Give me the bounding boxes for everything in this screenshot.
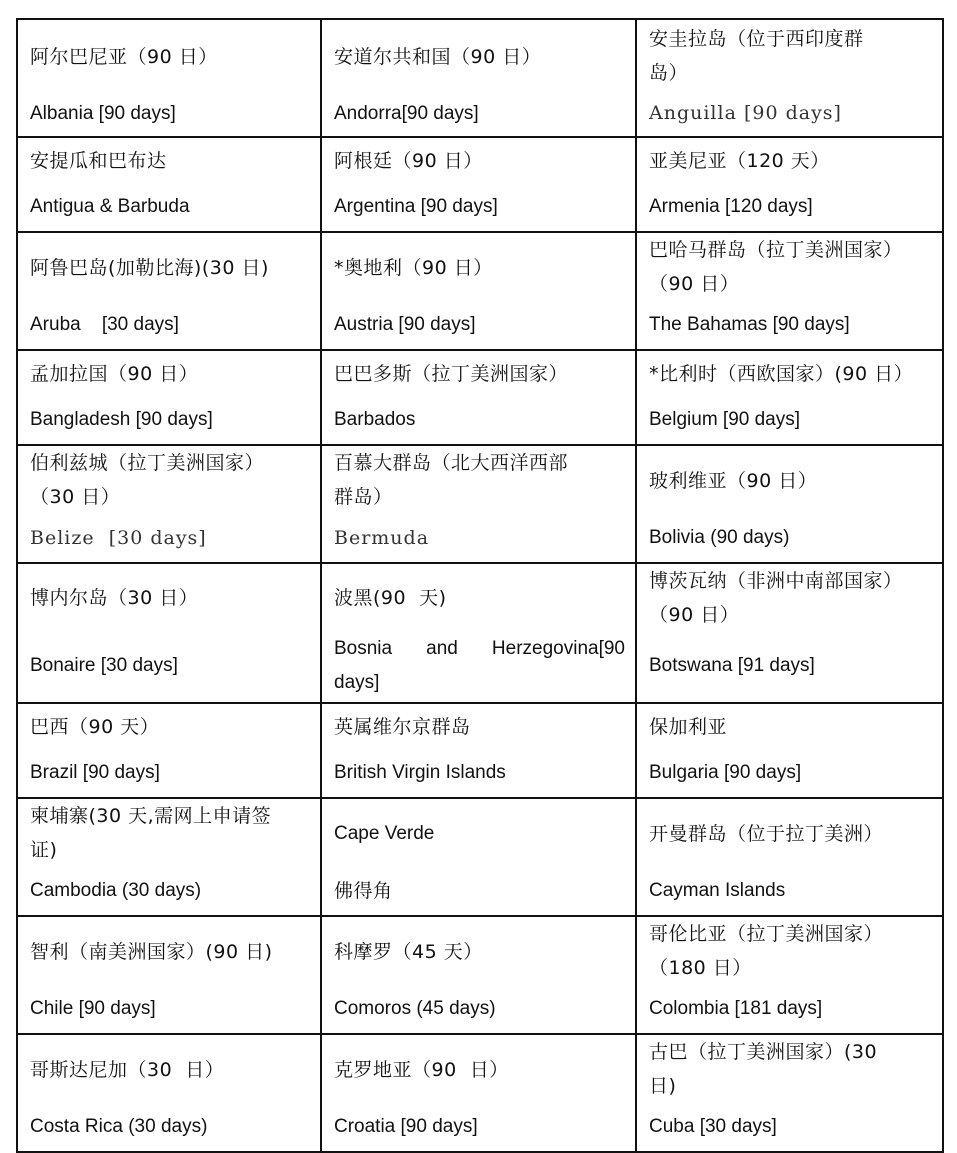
country-name-zh: 开曼群岛（位于拉丁美洲）	[649, 823, 884, 845]
country-name-zh: 安圭拉岛（位于西印度群 岛）	[649, 28, 864, 84]
table-cell	[321, 232, 636, 350]
country-name-en: Bermuda	[334, 527, 430, 549]
country-name-zh: 佛得角	[334, 880, 393, 902]
country-name-en: Andorra[90 days]	[334, 103, 479, 124]
table-cell	[321, 798, 636, 916]
table-row	[17, 916, 943, 1034]
table-row	[17, 232, 943, 350]
table-cell	[636, 445, 943, 563]
country-name-zh: 巴哈马群岛（拉丁美洲国家） （90 日）	[649, 239, 903, 295]
country-name-zh: 百慕大群岛（北大西洋西部 群岛）	[334, 452, 569, 508]
table-row	[17, 445, 943, 563]
table-row	[17, 19, 943, 137]
country-name-zh: 巴巴多斯（拉丁美洲国家）	[334, 363, 569, 385]
country-name-zh: 哥伦比亚（拉丁美洲国家） （180 日）	[649, 923, 884, 979]
country-name-en: Bonaire [30 days]	[30, 655, 178, 676]
table-cell	[636, 137, 943, 232]
country-name-en: Argentina [90 days]	[334, 196, 498, 217]
country-name-en: Bangladesh [90 days]	[30, 409, 213, 430]
table-row	[17, 1034, 943, 1152]
country-name-zh: 阿尔巴尼亚（90 日）	[30, 46, 218, 68]
table-cell	[17, 232, 321, 350]
country-name-zh: 保加利亚	[649, 716, 728, 738]
country-name-en: Botswana [91 days]	[649, 655, 815, 676]
table-cell	[636, 232, 943, 350]
table-cell	[321, 1034, 636, 1152]
country-name-en: Aruba [30 days]	[30, 314, 179, 335]
table-cell	[17, 563, 321, 703]
country-name-zh: *比利时（西欧国家）(90 日）	[649, 363, 914, 385]
table-cell	[321, 563, 647, 703]
country-name-en: Antigua & Barbuda	[30, 196, 190, 217]
table-cell	[636, 563, 943, 703]
country-name-en: Albania [90 days]	[30, 103, 176, 124]
table-row	[17, 703, 943, 798]
country-name-en: Bosnia and Herzegovina[90 days]	[334, 638, 647, 693]
table-cell	[636, 350, 943, 445]
country-name-zh: 亚美尼亚（120 天）	[649, 150, 830, 172]
table-cell	[17, 350, 321, 445]
table-row	[17, 798, 943, 916]
table-cell	[636, 798, 943, 916]
country-name-zh: 阿鲁巴岛(加勒比海)(30 日)	[30, 257, 269, 279]
table-cell	[636, 1034, 943, 1152]
country-name-en: Austria [90 days]	[334, 314, 476, 335]
table-row	[17, 350, 943, 445]
table-row	[17, 137, 943, 232]
country-name-zh: 智利（南美洲国家）(90 日)	[30, 941, 273, 963]
country-name-en: Belgium [90 days]	[649, 409, 801, 430]
country-name-en: Comoros (45 days)	[334, 998, 496, 1019]
table-cell	[321, 19, 636, 137]
table-cell	[636, 916, 943, 1034]
country-name-en: Costa Rica (30 days)	[30, 1116, 208, 1137]
country-name-en: The Bahamas [90 days]	[649, 314, 850, 335]
country-name-zh: 博茨瓦纳（非洲中南部国家） （90 日）	[649, 570, 903, 626]
country-name-zh: 安提瓜和巴布达	[30, 150, 167, 172]
table-cell	[636, 19, 943, 137]
country-name-en: Brazil [90 days]	[30, 762, 160, 783]
country-name-zh: 阿根廷（90 日）	[334, 150, 483, 172]
country-name-en: Cayman Islands	[649, 880, 786, 901]
country-name-en: Bulgaria [90 days]	[649, 762, 802, 783]
table-cell	[321, 916, 636, 1034]
country-name-en: Barbados	[334, 409, 416, 430]
country-name-zh: 伯利兹城（拉丁美洲国家） （30 日）	[30, 452, 265, 508]
country-name-zh: 巴西（90 天）	[30, 716, 160, 738]
country-name-en: Cape Verde	[334, 823, 435, 844]
country-name-zh: 科摩罗（45 天）	[334, 941, 483, 963]
country-name-en: Colombia [181 days]	[649, 998, 823, 1019]
country-name-zh: 克罗地亚（90 日）	[334, 1059, 509, 1081]
visa-country-table	[16, 18, 944, 1153]
country-name-zh: 英属维尔京群岛	[334, 716, 471, 738]
table-cell	[17, 19, 321, 137]
country-name-zh: *奥地利（90 日）	[334, 257, 493, 279]
table-cell	[17, 916, 321, 1034]
table-cell	[321, 703, 636, 798]
table-cell	[17, 1034, 321, 1152]
country-name-zh: 博内尔岛（30 日）	[30, 587, 199, 609]
country-name-en: Cambodia (30 days)	[30, 880, 202, 901]
country-name-en: Armenia [120 days]	[649, 196, 813, 217]
country-name-en: Chile [90 days]	[30, 998, 156, 1019]
country-name-en: Cuba [30 days]	[649, 1116, 777, 1137]
table-cell	[321, 350, 636, 445]
country-name-zh: 哥斯达尼加（30 日）	[30, 1059, 225, 1081]
country-name-en: Croatia [90 days]	[334, 1116, 478, 1137]
country-name-zh: 古巴（拉丁美洲国家）(30 日)	[649, 1041, 878, 1097]
country-name-zh: 孟加拉国（90 日）	[30, 363, 199, 385]
country-name-zh: 柬埔寨(30 天,需网上申请签 证)	[30, 805, 272, 861]
table-cell	[17, 137, 321, 232]
table-cell	[17, 703, 321, 798]
country-name-en: Anguilla [90 days]	[649, 102, 842, 124]
table-row	[17, 563, 943, 703]
country-name-en: Bolivia (90 days)	[649, 527, 790, 548]
table-cell	[17, 798, 321, 916]
country-name-en: British Virgin Islands	[334, 762, 506, 783]
table-cell	[321, 445, 636, 563]
table-cell	[636, 703, 943, 798]
country-name-en: Belize [30 days]	[30, 527, 207, 549]
table-cell	[17, 445, 321, 563]
country-name-zh: 波黑(90 天)	[334, 587, 447, 609]
country-name-zh: 安道尔共和国（90 日）	[334, 46, 542, 68]
table-cell	[321, 137, 636, 232]
country-name-zh: 玻利维亚（90 日）	[649, 470, 818, 492]
